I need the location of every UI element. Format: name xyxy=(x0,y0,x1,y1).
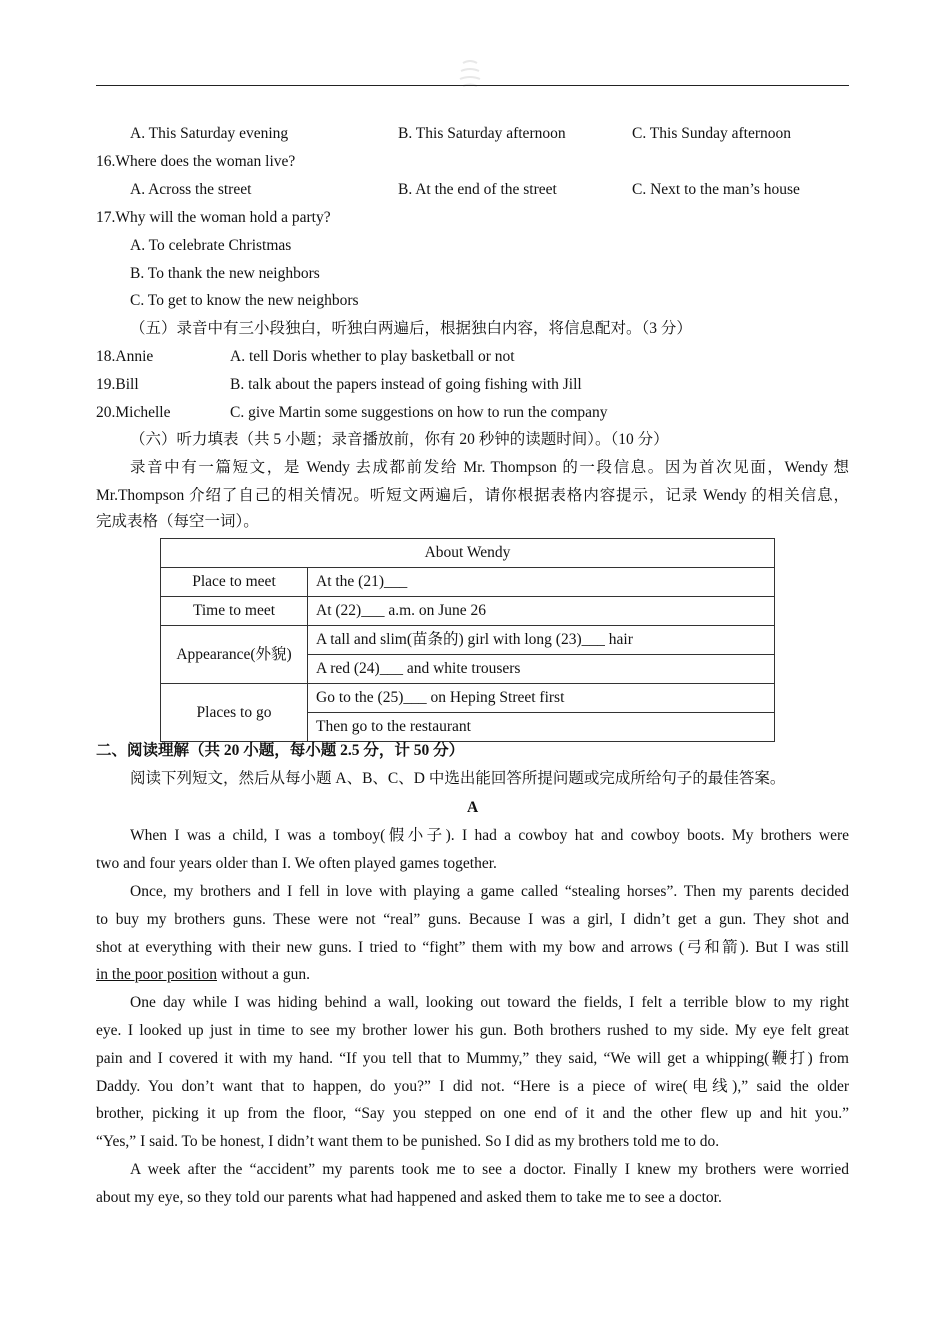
p3-line-4: Daddy. You don’t want that to happen, do you?” I did not. “Here is a piece of wire(电线),” said the older xyxy=(96,1078,849,1095)
time-value: At (22)___ a.m. on June 26 xyxy=(308,597,775,626)
match-name-19: 19.Bill xyxy=(96,376,139,393)
passage-label: A xyxy=(467,799,479,816)
section6-intro-line-3: 完成表格（每空一词）。 xyxy=(96,513,259,530)
appearance-value-1: A tall and slim(苗条的) girl with long (23)___ hair xyxy=(308,626,775,655)
match-choice-c: C. give Martin some suggestions on how to run the company xyxy=(230,404,608,421)
place-label: Place to meet xyxy=(161,568,308,597)
p3-line-6: “Yes,” I said. To be honest, I didn’t want them to be punished. So I did as my brothers told me to do. xyxy=(96,1133,720,1150)
p4-line-1: A week after the “accident” my parents took me to see a doctor. Finally I knew my brothers were worried xyxy=(130,1161,849,1178)
q15-option-a: A. This Saturday evening xyxy=(130,125,289,142)
wendy-info-table xyxy=(160,538,775,742)
section6-intro-line-1: 录音中有一篇短文，是 Wendy 去成都前发给 Mr. Thompson 的一段信息。因为首次见面，Wendy 想 xyxy=(130,459,849,476)
appearance-value-2: A red (24)___ and white trousers xyxy=(308,655,775,684)
place-value: At the (21)___ xyxy=(308,568,775,597)
q15-option-c: C. This Sunday afternoon xyxy=(632,125,792,142)
p3-line-1: One day while I was hiding behind a wall, looking out toward the fields, I felt a terrible blow to my right xyxy=(130,994,849,1011)
match-name-20: 20.Michelle xyxy=(96,404,171,421)
header-watermark-icon xyxy=(455,55,485,93)
section6-intro-line-2: Mr.Thompson 介绍了自己的相关情况。听短文两遍后，请你根据表格内容提示，记录 Wendy 的相关信息， xyxy=(96,487,849,504)
p3-line-3: pain and I covered it with my hand. “If you tell that to Mummy,” they said, “We will get a whipping(鞭打) from xyxy=(96,1050,849,1067)
appearance-label: Appearance(外貌) xyxy=(161,626,308,684)
q17-option-a: A. To celebrate Christmas xyxy=(130,237,292,254)
section5-instruction: （五）录音中有三小段独白，听独白两遍后，根据独白内容，将信息配对。（3 分） xyxy=(130,320,692,337)
p4-line-2: about my eye, so they told our parents what had happened and asked them to take me to see a doctor. xyxy=(96,1189,722,1206)
q17-option-b: B. To thank the new neighbors xyxy=(130,265,320,282)
q15-option-b: B. This Saturday afternoon xyxy=(398,125,566,142)
p2-line-3: shot at everything with their new guns. I tried to “fight” them with my bow and arrows (弓和箭). But I was still xyxy=(96,939,849,956)
section6-instruction: （六）听力填表（共 5 小题；录音播放前，你有 20 秒钟的读题时间）。（10 分） xyxy=(130,431,669,448)
q16-option-c: C. Next to the man’s house xyxy=(632,181,800,198)
places-label: Places to go xyxy=(161,684,308,742)
time-label: Time to meet xyxy=(161,597,308,626)
part2-instruction: 阅读下列短文，然后从每小题 A、B、C、D 中选出能回答所提问题或完成所给句子的最佳答案。 xyxy=(130,770,786,787)
places-value-1: Go to the (25)___ on Heping Street first xyxy=(308,684,775,713)
q16-option-b: B. At the end of the street xyxy=(398,181,557,198)
underlined-phrase: in the poor position xyxy=(96,966,217,983)
match-choice-a: A. tell Doris whether to play basketball or not xyxy=(230,348,515,365)
p2-line-4-tail: without a gun. xyxy=(216,966,310,983)
p3-line-2: eye. I looked up just in time to see my brother lower his gun. Both brothers rushed to my side. My eye felt great xyxy=(96,1022,849,1039)
p3-line-5: brother, picking it up from the floor, “Say you stepped on one end of it and the other flew up and hit you.” xyxy=(96,1105,849,1122)
part2-heading: 二、阅读理解（共 20 小题，每小题 2.5 分，计 50 分） xyxy=(96,742,465,759)
q17-question: 17.Why will the woman hold a party? xyxy=(96,209,331,226)
q16-option-a: A. Across the street xyxy=(130,181,252,198)
p1-line-1: When I was a child, I was a tomboy(假小子). I had a cowboy hat and cowboy boots. My brothers were xyxy=(130,827,849,844)
places-value-2: Then go to the restaurant xyxy=(308,713,775,742)
q16-question: 16.Where does the woman live? xyxy=(96,153,296,170)
header-rule xyxy=(96,85,849,86)
p2-line-4 xyxy=(96,965,310,985)
p2-line-1: Once, my brothers and I fell in love with playing a game called “stealing horses”. Then my parents decided xyxy=(130,883,849,900)
p1-line-2: two and four years older than I. We often played games together. xyxy=(96,855,497,872)
match-choice-b: B. talk about the papers instead of going fishing with Jill xyxy=(230,376,582,393)
match-name-18: 18.Annie xyxy=(96,348,154,365)
table-title: About Wendy xyxy=(161,539,775,568)
p2-line-2: to buy my brothers guns. These were not “real” guns. Because I was a girl, I didn’t get a gun. They shot and xyxy=(96,911,849,928)
q17-option-c: C. To get to know the new neighbors xyxy=(130,292,359,309)
